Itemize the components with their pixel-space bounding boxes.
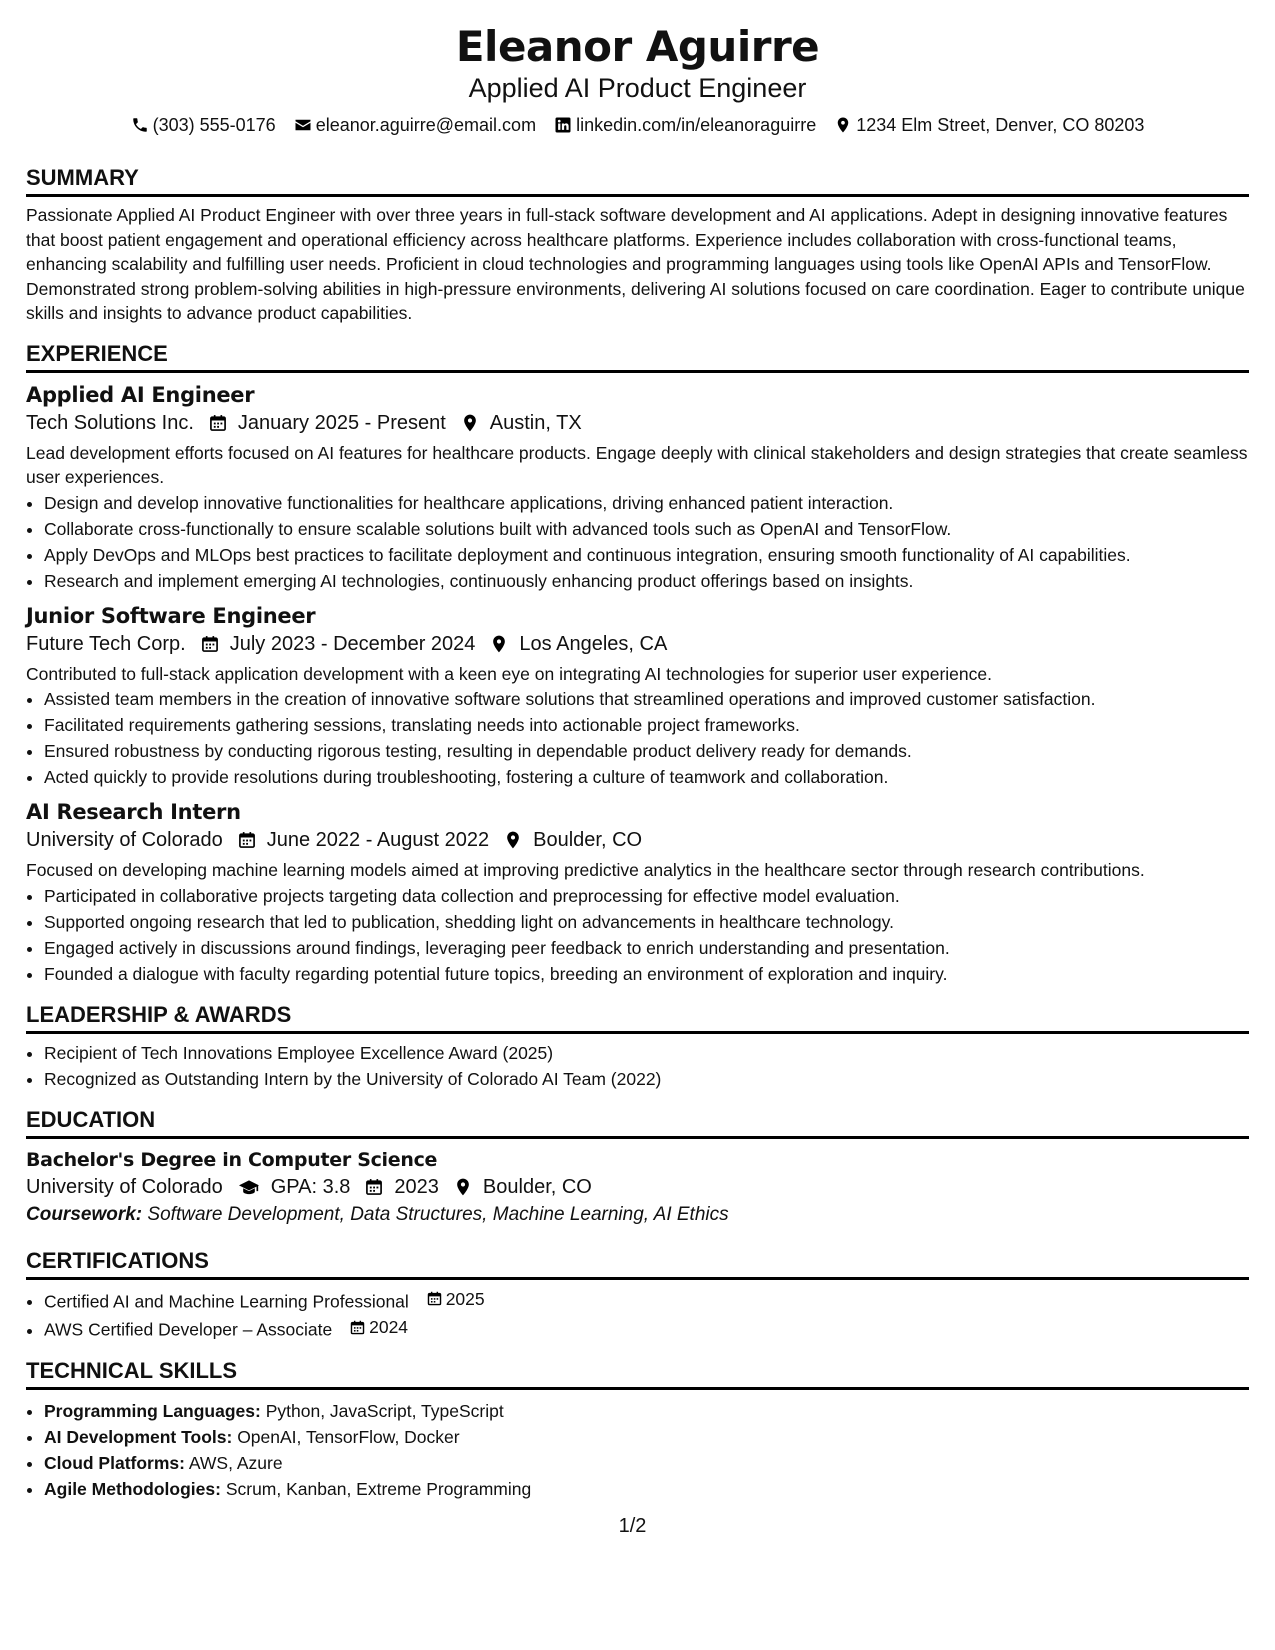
- graduation-cap-icon: [237, 1177, 261, 1197]
- list-item: • Founded a dialogue with faculty regarding potential future topics, breeding an environment of exploration and inquiry.: [44, 961, 1249, 987]
- job-meta: [26, 630, 1249, 658]
- job-dates: July 2023 - December 2024: [229, 632, 476, 655]
- list-item: • Assisted team members in the creation of innovative software solutions that streamlined operations and improved customer satisfaction.: [44, 686, 1249, 712]
- job-bullets: [26, 490, 1249, 594]
- contact-phone: [131, 114, 276, 136]
- job-description: Lead development efforts focused on AI features for healthcare products. Engage deeply with clinical stakeholders and design strategies that create seamless user experiences.: [26, 442, 1248, 487]
- graduation-year: 2023: [394, 1175, 439, 1198]
- job-dates: June 2022 - August 2022: [266, 829, 490, 851]
- cert-year: 2025: [445, 1288, 485, 1309]
- list-item: • Recipient of Tech Innovations Employee Excellence Award (2025): [44, 1040, 1249, 1066]
- skills-list: [26, 1398, 1249, 1502]
- phone-icon: [131, 116, 149, 134]
- coursework-label: Coursework:: [26, 1203, 143, 1225]
- list-item: [44, 1450, 1249, 1476]
- list-item: • Supported ongoing research that led to publication, shedding light on advancements in healthcare technology.: [44, 909, 1249, 935]
- contact-email[interactable]: [294, 114, 536, 136]
- leadership-list: [26, 1040, 1249, 1092]
- experience-heading: EXPERIENCE: [26, 340, 1249, 373]
- list-item: • Engaged actively in discussions around findings, leveraging peer feedback to enrich understanding and presentation.: [44, 935, 1249, 961]
- candidate-name: Eleanor Aguirre: [455, 22, 820, 71]
- candidate-role: Applied AI Product Engineer: [468, 73, 807, 103]
- coursework: [26, 1201, 1249, 1229]
- email-text[interactable]: eleanor.aguirre@email.com: [315, 115, 537, 135]
- skill-label: AI Development Tools:: [44, 1426, 233, 1447]
- contact-linkedin[interactable]: [554, 114, 816, 136]
- job-entry: [26, 798, 1249, 987]
- list-item: • Facilitated requirements gathering sessions, translating needs into actionable project frameworks.: [44, 712, 1249, 738]
- job-company: Tech Solutions Inc.: [26, 411, 194, 434]
- job-company: Future Tech Corp.: [26, 632, 186, 655]
- education-heading: EDUCATION: [26, 1106, 1249, 1139]
- calendar-icon: [426, 1290, 443, 1307]
- list-item: [44, 1398, 1249, 1424]
- linkedin-text[interactable]: linkedin.com/in/eleanoraguirre: [576, 115, 817, 135]
- contact-address: [834, 114, 1144, 136]
- school-location: Boulder, CO: [482, 1175, 592, 1198]
- skill-label: Agile Methodologies:: [44, 1478, 221, 1499]
- leadership-heading: LEADERSHIP & AWARDS: [26, 1001, 1249, 1034]
- experience-list: [26, 381, 1249, 987]
- map-pin-icon: [503, 830, 523, 850]
- job-bullets: [26, 686, 1249, 790]
- list-item: • Collaborate cross-functionally to ensure scalable solutions built with advanced tools such as OpenAI and TensorFlow.: [44, 516, 1249, 542]
- job-entry: [26, 602, 1249, 791]
- list-item: • Apply DevOps and MLOps best practices to facilitate deployment and continuous integration, ensuring smooth functionality of AI capabilities.: [44, 542, 1249, 568]
- job-company: University of Colorado: [26, 829, 223, 851]
- gpa: GPA: 3.8: [270, 1175, 351, 1198]
- job-description: Focused on developing machine learning models aimed at improving predictive analytics in the healthcare sector through research contributions.: [26, 860, 1145, 880]
- list-item: [44, 1424, 1249, 1450]
- list-item: • Acted quickly to provide resolutions during troubleshooting, fostering a culture of teamwork and collaboration.: [44, 764, 1249, 790]
- school-name: University of Colorado: [26, 1175, 223, 1198]
- certifications-heading: CERTIFICATIONS: [26, 1247, 1249, 1280]
- job-location: Boulder, CO: [533, 829, 643, 851]
- skill-value: OpenAI, TensorFlow, Docker: [237, 1426, 460, 1447]
- page-number: 1/2: [618, 1515, 647, 1537]
- resume-page: [26, 22, 1249, 1537]
- list-item: [44, 1314, 1249, 1343]
- job-bullets: [26, 883, 1249, 987]
- address-text: 1234 Elm Street, Denver, CO 80203: [856, 115, 1145, 135]
- list-item: [44, 1286, 1249, 1315]
- calendar-icon: [200, 634, 220, 654]
- linkedin-icon: [554, 116, 572, 134]
- job-meta: [26, 409, 1249, 437]
- map-pin-icon: [453, 1177, 473, 1197]
- list-item: • Design and develop innovative functionalities for healthcare applications, driving enhanced patient interaction.: [44, 490, 1249, 516]
- job-meta: [26, 826, 1249, 854]
- job-location: Los Angeles, CA: [519, 632, 668, 655]
- job-entry: [26, 381, 1249, 594]
- education-meta: [26, 1173, 1249, 1201]
- degree-title: Bachelor's Degree in Computer Science: [26, 1148, 438, 1171]
- map-pin-icon: [834, 116, 852, 134]
- skill-value: AWS, Azure: [188, 1452, 283, 1473]
- job-dates: January 2025 - Present: [237, 411, 446, 434]
- cert-year: 2024: [369, 1317, 409, 1337]
- coursework-text: Software Development, Data Structures, Machine Learning, AI Ethics: [147, 1203, 729, 1225]
- certifications-list: [26, 1286, 1249, 1343]
- job-title: AI Research Intern: [26, 800, 241, 824]
- skill-label: Cloud Platforms:: [44, 1452, 185, 1473]
- job-description: Contributed to full-stack application development with a keen eye on integrating AI technologies for superior user experience.: [26, 663, 992, 684]
- calendar-icon: [349, 1319, 366, 1336]
- map-pin-icon: [460, 413, 480, 433]
- calendar-icon: [237, 830, 257, 850]
- envelope-icon: [294, 116, 312, 134]
- list-item: • Participated in collaborative projects targeting data collection and preprocessing for effective model evaluation.: [44, 883, 1249, 909]
- summary-text: Passionate Applied AI Product Engineer with over three years in full-stack software development and AI applications. Adept in designing innovative features that boost patient engagement and operational efficiency across healthcare platforms. Experience includes collaboration with cross-functional teams, enhancing scalability and fulfilling user needs. Proficient in cloud technologies and programming languages using tools like OpenAI APIs and TensorFlow. Demonstrated strong problem-solving abilities in high-pressure environments, delivering AI solutions focused on care coordination. Eager to contribute unique skills and insights to advance product capabilities.: [26, 205, 1245, 323]
- list-item: • Ensured robustness by conducting rigorous testing, resulting in dependable product delivery ready for demands.: [44, 738, 1249, 764]
- job-location: Austin, TX: [489, 411, 582, 434]
- map-pin-icon: [489, 634, 509, 654]
- cert-name: AWS Certified Developer – Associate: [44, 1319, 333, 1340]
- skill-value: Scrum, Kanban, Extreme Programming: [225, 1478, 532, 1499]
- list-item: [44, 1476, 1249, 1502]
- cert-date: [349, 1314, 408, 1340]
- cert-name: Certified AI and Machine Learning Professional: [44, 1291, 409, 1311]
- phone-text: (303) 555-0176: [152, 115, 276, 135]
- skill-value: Python, JavaScript, TypeScript: [265, 1400, 504, 1421]
- contact-bar: [26, 114, 1249, 136]
- list-item: • Research and implement emerging AI technologies, continuously enhancing product offerings based on insights.: [44, 568, 1249, 594]
- skills-heading: TECHNICAL SKILLS: [26, 1357, 1249, 1390]
- skill-label: Programming Languages:: [44, 1400, 261, 1421]
- list-item: • Recognized as Outstanding Intern by the University of Colorado AI Team (2022): [44, 1066, 1249, 1092]
- summary-heading: SUMMARY: [26, 164, 1249, 197]
- job-title: Junior Software Engineer: [26, 603, 316, 628]
- job-title: Applied AI Engineer: [26, 382, 255, 407]
- cert-date: [426, 1286, 485, 1312]
- calendar-icon: [208, 413, 228, 433]
- calendar-icon: [364, 1177, 384, 1197]
